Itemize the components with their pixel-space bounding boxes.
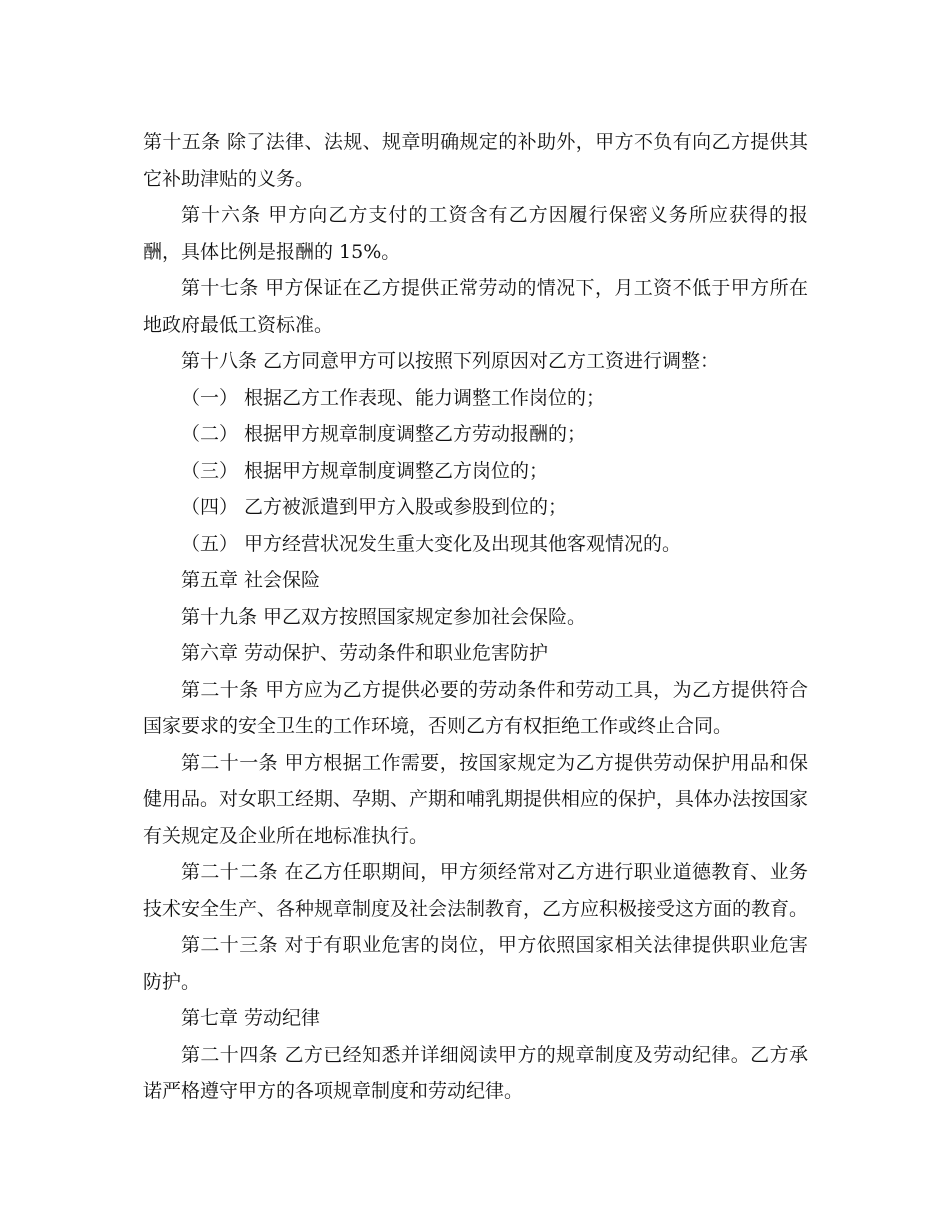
chapter-6-heading: 第六章 劳动保护、劳动条件和职业危害防护 xyxy=(181,642,549,664)
paragraph-article-19: 第十九条 甲乙双方按照国家规定参加社会保险。 xyxy=(181,605,587,628)
paragraph-article-15: 第十五条 除了法律、法规、规章明确规定的补助外，甲方不负有向乙方提供其它补助津贴的义务。 xyxy=(143,131,808,190)
list-item-5: （五） 甲方经营状况发生重大变化及出现其他客观情况的。 xyxy=(181,532,682,555)
list-item-1: （一） 根据乙方工作表现、能力调整工作岗位的； xyxy=(181,386,606,409)
paragraph-article-20: 第二十条 甲方应为乙方提供必要的劳动条件和劳动工具，为乙方提供符合国家要求的安全卫生的工作环境，否则乙方有权拒绝工作或终止合同。 xyxy=(143,678,808,737)
paragraph-article-21: 第二十一条 甲方根据工作需要，按国家规定为乙方提供劳动保护用品和保健用品。对女职工经期、孕期、产期和哺乳期提供相应的保护，具体办法按国家有关规定及企业所在地标准执行。 xyxy=(143,751,809,847)
paragraph-article-22: 第二十二条 在乙方任职期间，甲方须经常对乙方进行职业道德教育、业务技术安全生产、各种规章制度及社会法制教育，乙方应积极接受这方面的教育。 xyxy=(143,861,809,920)
document-body xyxy=(143,124,808,1110)
paragraph-article-24: 第二十四条 乙方已经知悉并详细阅读甲方的规章制度及劳动纪律。乙方承诺严格遵守甲方的各项规章制度和劳动纪律。 xyxy=(143,1043,808,1102)
chapter-5-heading: 第五章 社会保险 xyxy=(181,569,321,591)
paragraph-article-17: 第十七条 甲方保证在乙方提供正常劳动的情况下，月工资不低于甲方所在地政府最低工资标准。 xyxy=(143,277,808,336)
list-item-4: （四） 乙方被派遣到甲方入股或参股到位的； xyxy=(181,496,568,518)
paragraph-article-16: 第十六条 甲方向乙方支付的工资含有乙方因履行保密义务所应获得的报酬，具体比例是报酬的 15%。 xyxy=(143,204,808,263)
list-item-3: （三） 根据甲方规章制度调整乙方岗位的； xyxy=(181,459,549,482)
paragraph-article-18: 第十八条 乙方同意甲方可以按照下列原因对乙方工资进行调整： xyxy=(181,350,720,372)
list-item-2: （二） 根据甲方规章制度调整乙方劳动报酬的； xyxy=(181,423,587,445)
paragraph-article-23: 第二十三条 对于有职业危害的岗位，甲方依照国家相关法律提供职业危害防护。 xyxy=(143,934,808,993)
chapter-7-heading: 第七章 劳动纪律 xyxy=(181,1007,321,1029)
